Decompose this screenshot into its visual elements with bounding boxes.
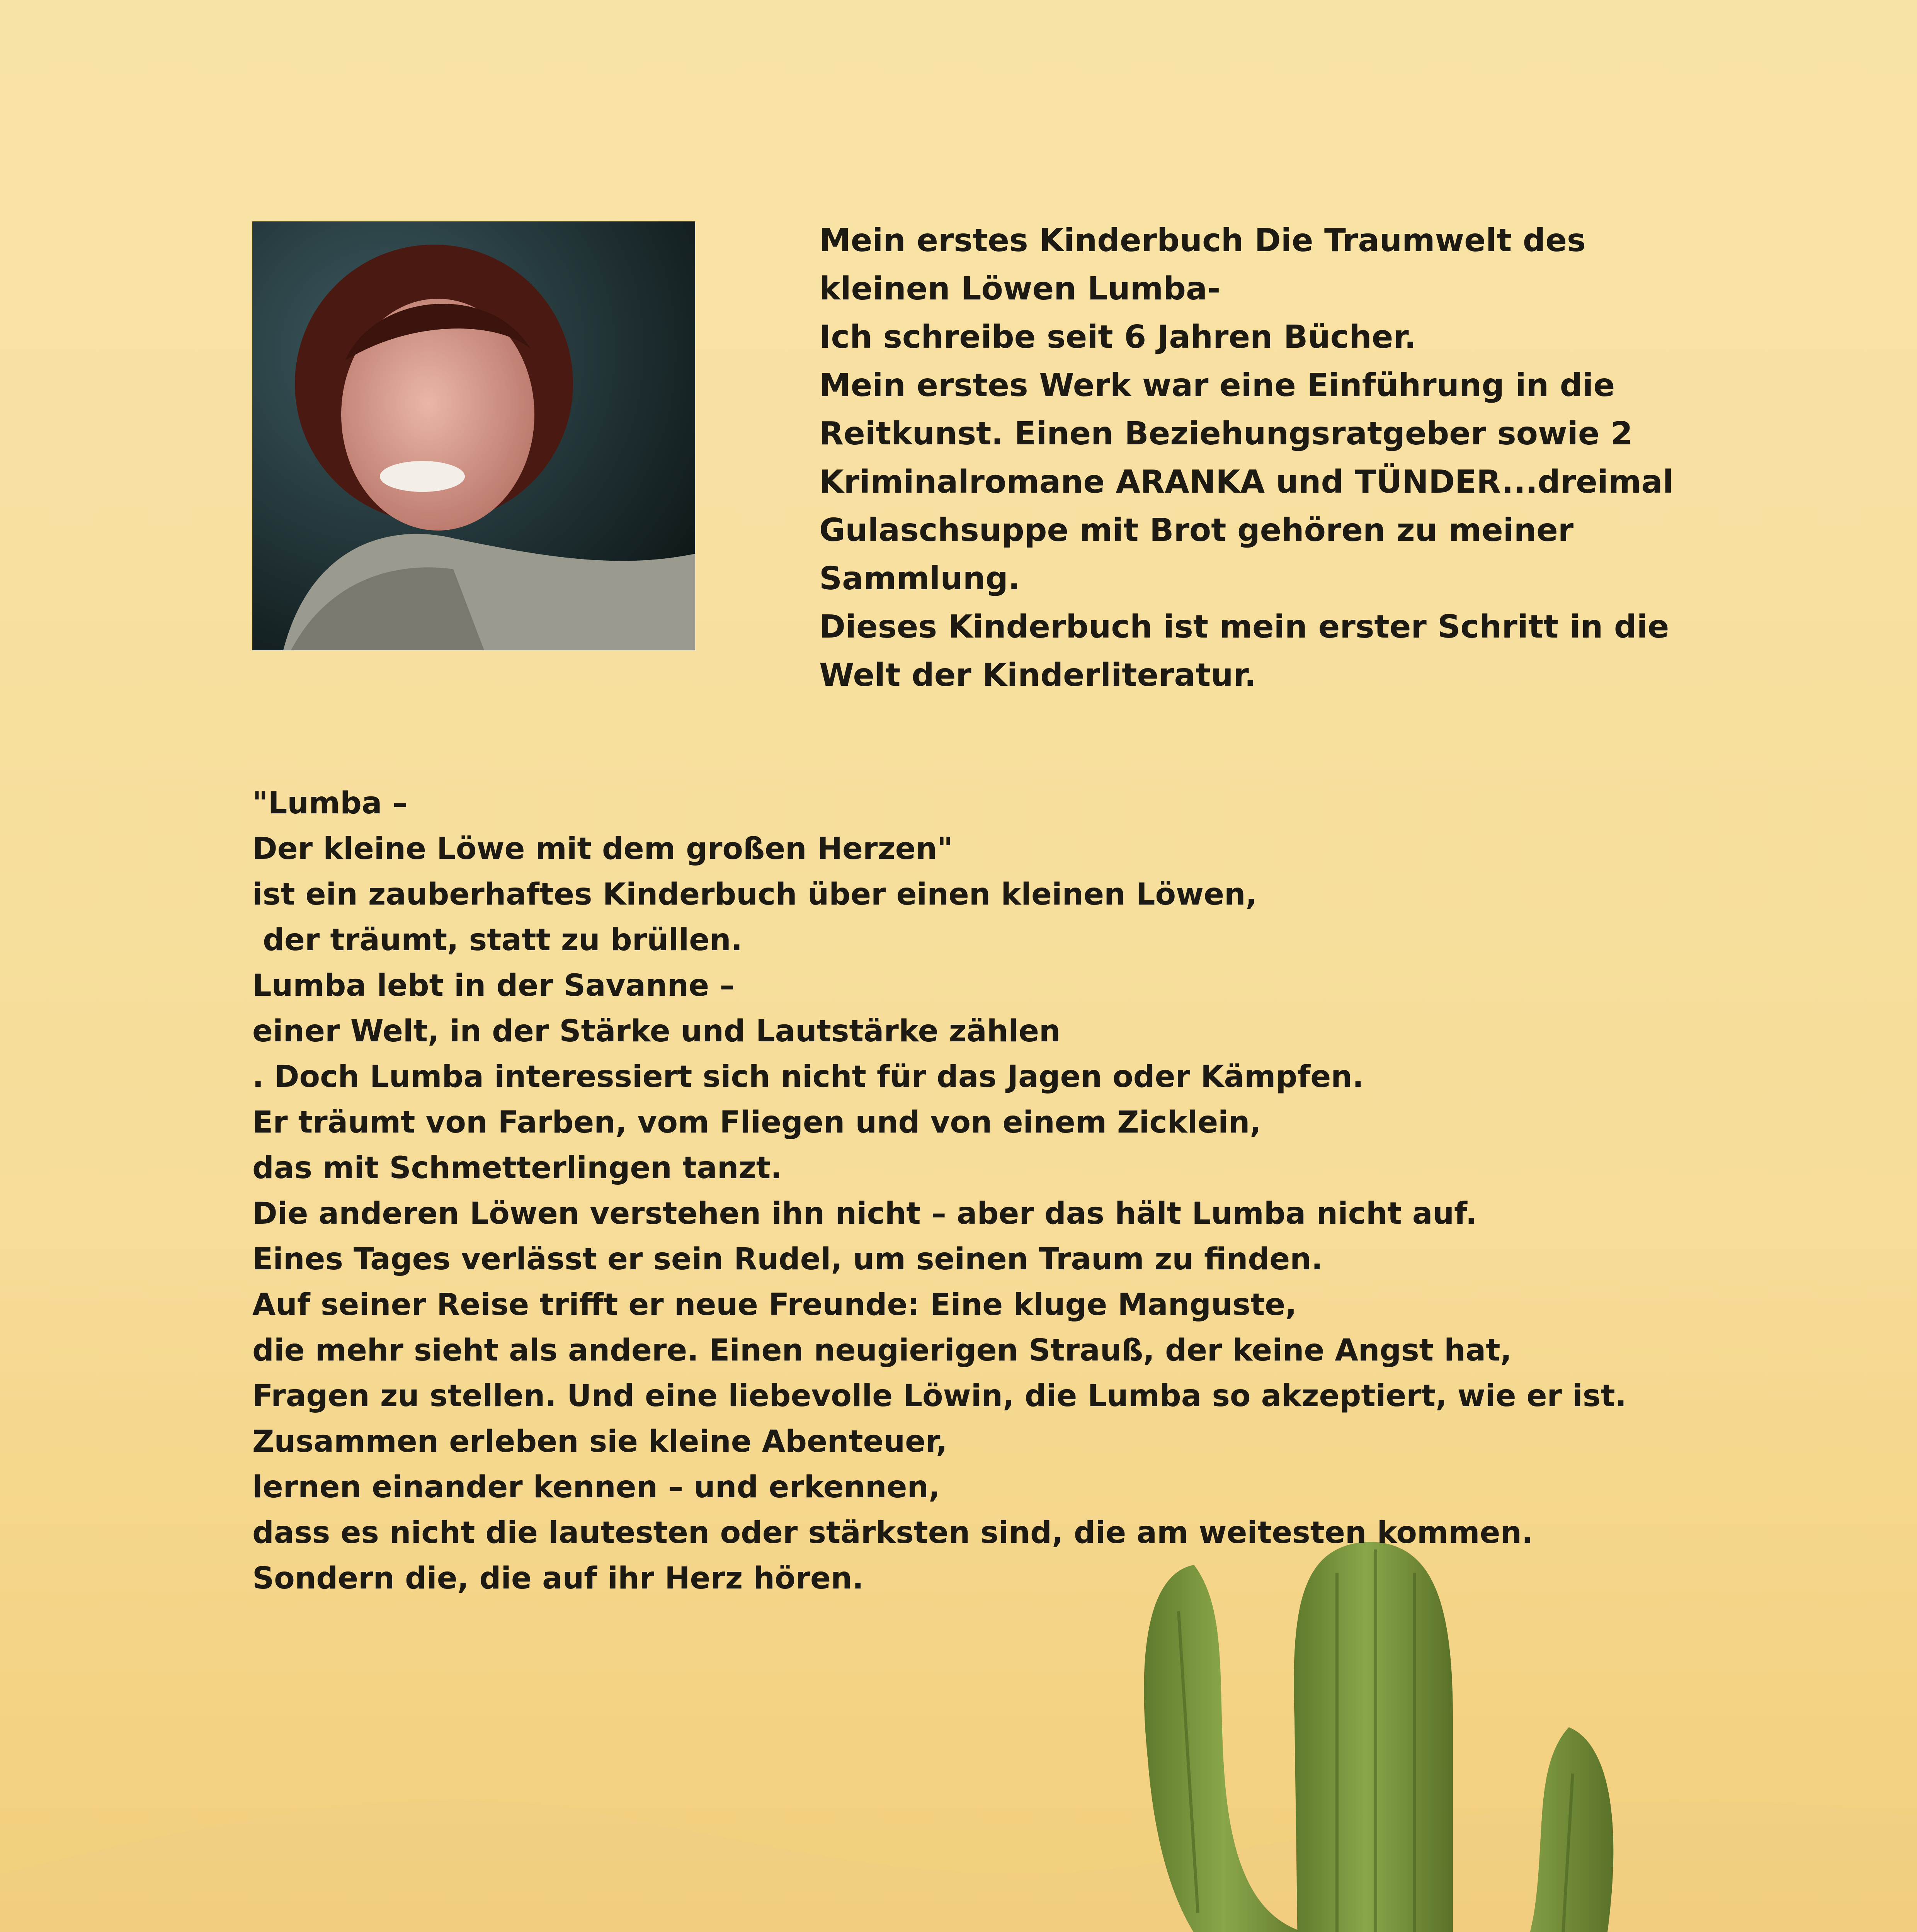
blurb-line: das mit Schmetterlingen tanzt.: [252, 1151, 782, 1185]
bio-line: Ich schreibe seit 6 Jahren Bücher.: [819, 319, 1417, 355]
bio-line: Sammlung.: [819, 560, 1020, 597]
bio-line: Reitkunst. Einen Beziehungsratgeber sowie 2: [819, 415, 1633, 452]
blurb-line: "Lumba –: [252, 786, 408, 821]
blurb-line: Sondern die, die auf ihr Herz hören.: [252, 1561, 864, 1596]
bio-line: Gulaschsuppe mit Brot gehören zu meiner: [819, 512, 1574, 549]
blurb-line: lernen einander kennen – und erkennen,: [252, 1470, 940, 1505]
blurb-line: ist ein zauberhaftes Kinderbuch über einen kleinen Löwen,: [252, 877, 1257, 912]
bio-line: Mein erstes Werk war eine Einführung in die: [819, 367, 1615, 404]
blurb-line: Zusammen erleben sie kleine Abenteuer,: [252, 1424, 947, 1459]
author-bio: [819, 216, 1689, 699]
blurb-line: einer Welt, in der Stärke und Lautstärke zählen: [252, 1014, 1061, 1049]
blurb-line: Der kleine Löwe mit dem großen Herzen": [252, 832, 953, 866]
bio-line: Kriminalromane ARANKA und TÜNDER...dreimal: [819, 464, 1674, 500]
blurb-line: Lumba lebt in der Savanne –: [252, 968, 735, 1003]
author-photo: [252, 221, 695, 650]
blurb-line: der träumt, statt zu brüllen.: [252, 923, 743, 957]
blurb-line: dass es nicht die lautesten oder stärksten sind, die am weitesten kommen.: [252, 1515, 1533, 1550]
bio-line: Welt der Kinderliteratur.: [819, 657, 1257, 694]
bio-line: Dieses Kinderbuch ist mein erster Schritt in die: [819, 609, 1669, 645]
blurb-line: Die anderen Löwen verstehen ihn nicht – aber das hält Lumba nicht auf.: [252, 1196, 1477, 1231]
blurb-line: Er träumt von Farben, vom Fliegen und von einem Zicklein,: [252, 1105, 1262, 1140]
book-blurb: [252, 781, 1627, 1601]
blurb-line: Eines Tages verlässt er sein Rudel, um seinen Traum zu finden.: [252, 1242, 1323, 1277]
blurb-line: Fragen zu stellen. Und eine liebevolle Löwin, die Lumba so akzeptiert, wie er ist.: [252, 1379, 1627, 1413]
blurb-line: die mehr sieht als andere. Einen neugierigen Strauß, der keine Angst hat,: [252, 1333, 1512, 1368]
blurb-line: Auf seiner Reise trifft er neue Freunde: Eine kluge Manguste,: [252, 1287, 1297, 1322]
bio-line: kleinen Löwen Lumba-: [819, 270, 1221, 307]
blurb-line: . Doch Lumba interessiert sich nicht für das Jagen oder Kämpfen.: [252, 1060, 1364, 1094]
bio-line: Mein erstes Kinderbuch Die Traumwelt des: [819, 222, 1586, 259]
